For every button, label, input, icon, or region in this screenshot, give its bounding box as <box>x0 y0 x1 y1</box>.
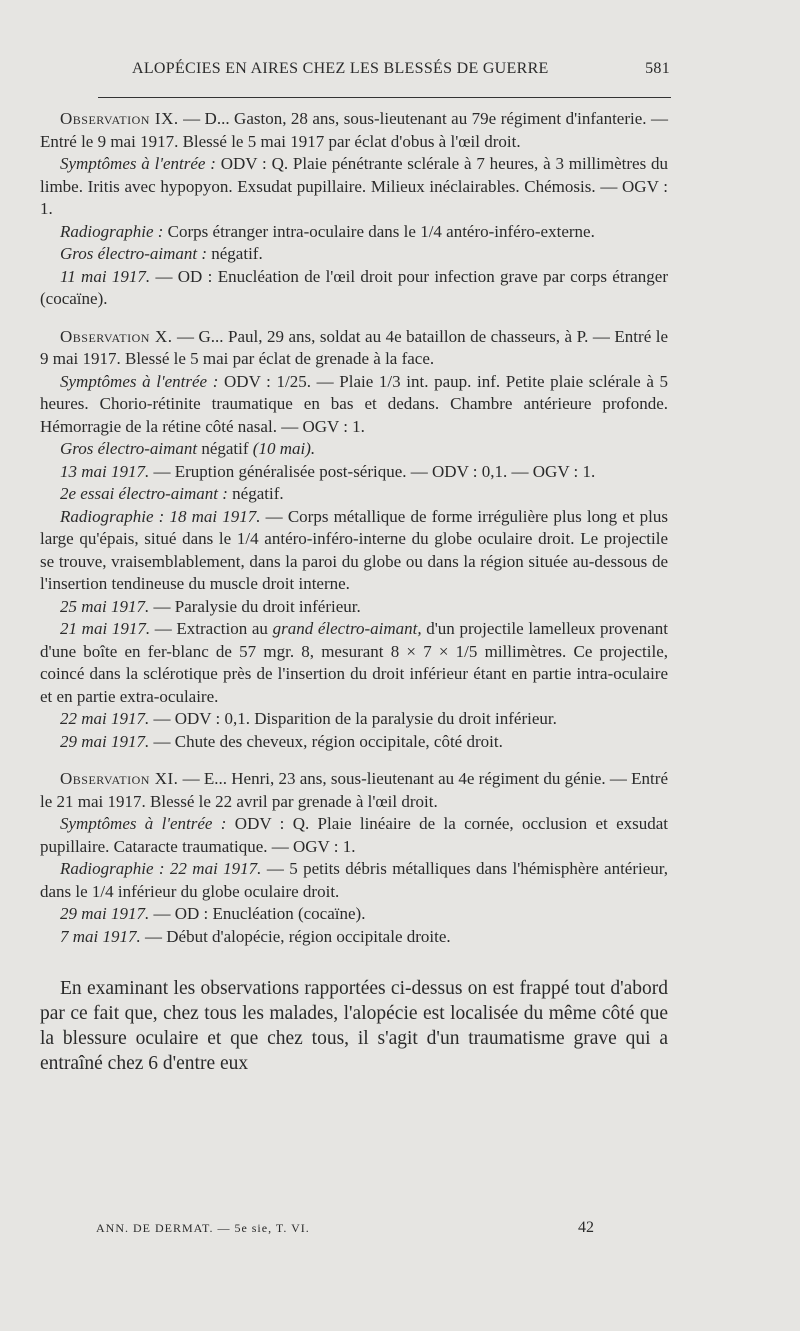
observation-9-enucleation: 11 mai 1917. — OD : Enucléation de l'œil droit pour infection grave par corps étranger (cocaïne). <box>40 266 668 308</box>
observation-10-second-magnet: 2e essai électro-aimant : négatif. <box>60 484 284 503</box>
conclusion-section <box>40 976 668 1076</box>
observation-10-eruption: 13 mai 1917. — Eruption généralisée post-sérique. — ODV : 0,1. — OGV : 1. <box>60 461 596 481</box>
article-body <box>40 108 668 1076</box>
observation-10-extraction: 21 mai 1917. — Extraction au grand électro-aimant, d'un projectile lamelleux provenant d'une boîte en fer-blanc de 57 mgr. 8, mesurant 8 × 7 × 1/5 millimètres. Ce projectile, coincé dans la sclérotique près de l'insertion du droit inférieur étant en partie intra-oculaire et en partie extra-oculaire. <box>40 619 668 706</box>
observation-10-intro: Observation X. — G... Paul, 29 ans, soldat au 4e bataillon de chasseurs, à P. — Entré le 9 mai 1917. Blessé le 5 mai par éclat de grenade à la face. <box>40 326 669 368</box>
observation-11 <box>40 768 668 948</box>
observation-11-enucleation: 29 mai 1917. — OD : Enucléation (cocaïne). <box>60 904 366 923</box>
observation-11-alopecia: 7 mai 1917. — Début d'alopécie, région occipitale droite. <box>60 926 451 946</box>
observation-9-label: Observation IX. <box>60 109 179 128</box>
observation-11-intro: Observation XI. — E... Henri, 23 ans, sous-lieutenant au 4e régiment du génie. — Entré le 21 mai 1917. Blessé le 22 avril par grenade à l'œil droit. <box>40 769 668 811</box>
observation-11-symptoms: Symptômes à l'entrée : ODV : Q. Plaie linéaire de la cornée, occlusion et exsudat pupillaire. Cataracte traumatique. — OGV : 1. <box>40 814 668 856</box>
observation-9-radiography: Radiographie : Corps étranger intra-oculaire dans le 1/4 antéro-inféro-externe. <box>60 221 595 241</box>
observation-9-magnet: Gros électro-aimant : négatif. <box>60 244 263 263</box>
spacer <box>40 311 668 326</box>
observation-10-label: Observation X. <box>60 326 173 346</box>
running-title: ALOPÉCIES EN AIRES CHEZ LES BLESSÉS DE GUERRE <box>132 60 549 77</box>
header-rule <box>98 97 671 98</box>
observation-10-recovery: 22 mai 1917. — ODV : 0,1. Disparition de la paralysie du droit inférieur. <box>60 709 557 728</box>
observation-9 <box>40 108 668 311</box>
observation-11-label: Observation XI. <box>60 769 179 788</box>
observation-10-symptoms: Symptômes à l'entrée : ODV : 1/25. — Plaie 1/3 int. paup. inf. Petite plaie sclérale à 5 heures. Chorio-rétinite traumatique en bas et dedans. Chambre antérieure profonde. Hémorragie de la rétine côté nasal. — OGV : 1. <box>40 371 669 436</box>
sheet-number: 42 <box>578 1219 594 1236</box>
observation-9-intro: Observation IX. — D... Gaston, 28 ans, sous-lieutenant au 79e régiment d'infanterie. — Entré le 9 mai 1917. Blessé le 5 mai 1917 par éclat d'obus à l'œil droit. <box>40 109 668 151</box>
observation-11-radiography: Radiographie : 22 mai 1917. — 5 petits débris métalliques dans l'hémisphère antérieur, dans le 1/4 inférieur du globe oculaire droit. <box>40 859 669 901</box>
spacer <box>40 753 668 768</box>
page-number: 581 <box>645 60 670 77</box>
observation-10-paralysis: 25 mai 1917. — Paralysie du droit inférieur. <box>60 596 361 616</box>
observation-9-symptoms: Symptômes à l'entrée : ODV : Q. Plaie pénétrante sclérale à 7 heures, à 3 millimètres du limbe. Iritis avec hypopyon. Exsudat pupillaire. Milieux inéclairables. Chémosis. — OGV : 1. <box>40 154 668 218</box>
conclusion-paragraph: En examinant les observations rapportées ci-dessus on est frappé tout d'abord par ce fait que, chez tous les malades, l'alopécie est localisée du même côté que la blessure oculaire et que chez tous, il s'agit d'un traumatisme grave qui a entraîné chez 6 d'entre eux <box>40 978 668 1074</box>
observation-10 <box>40 326 668 754</box>
observation-10-magnet: Gros électro-aimant négatif (10 mai). <box>60 439 316 458</box>
footer-signature: ANN. DE DERMAT. — 5e sie, T. VI. <box>96 1221 310 1235</box>
observation-10-radiography: Radiographie : 18 mai 1917. — Corps métallique de forme irrégulière plus long et plus large qu'épais, situé dans le 1/4 antéro-inféro-interne du globe oculaire droit. Le projectile se trouve, vraisemblablement, dans la paroi du globe ou dans la région située au-dessous de l'insertion tendineuse du muscle droit interne. <box>40 506 668 593</box>
observation-10-hair-loss: 29 mai 1917. — Chute des cheveux, région occipitale, côté droit. <box>60 731 503 751</box>
